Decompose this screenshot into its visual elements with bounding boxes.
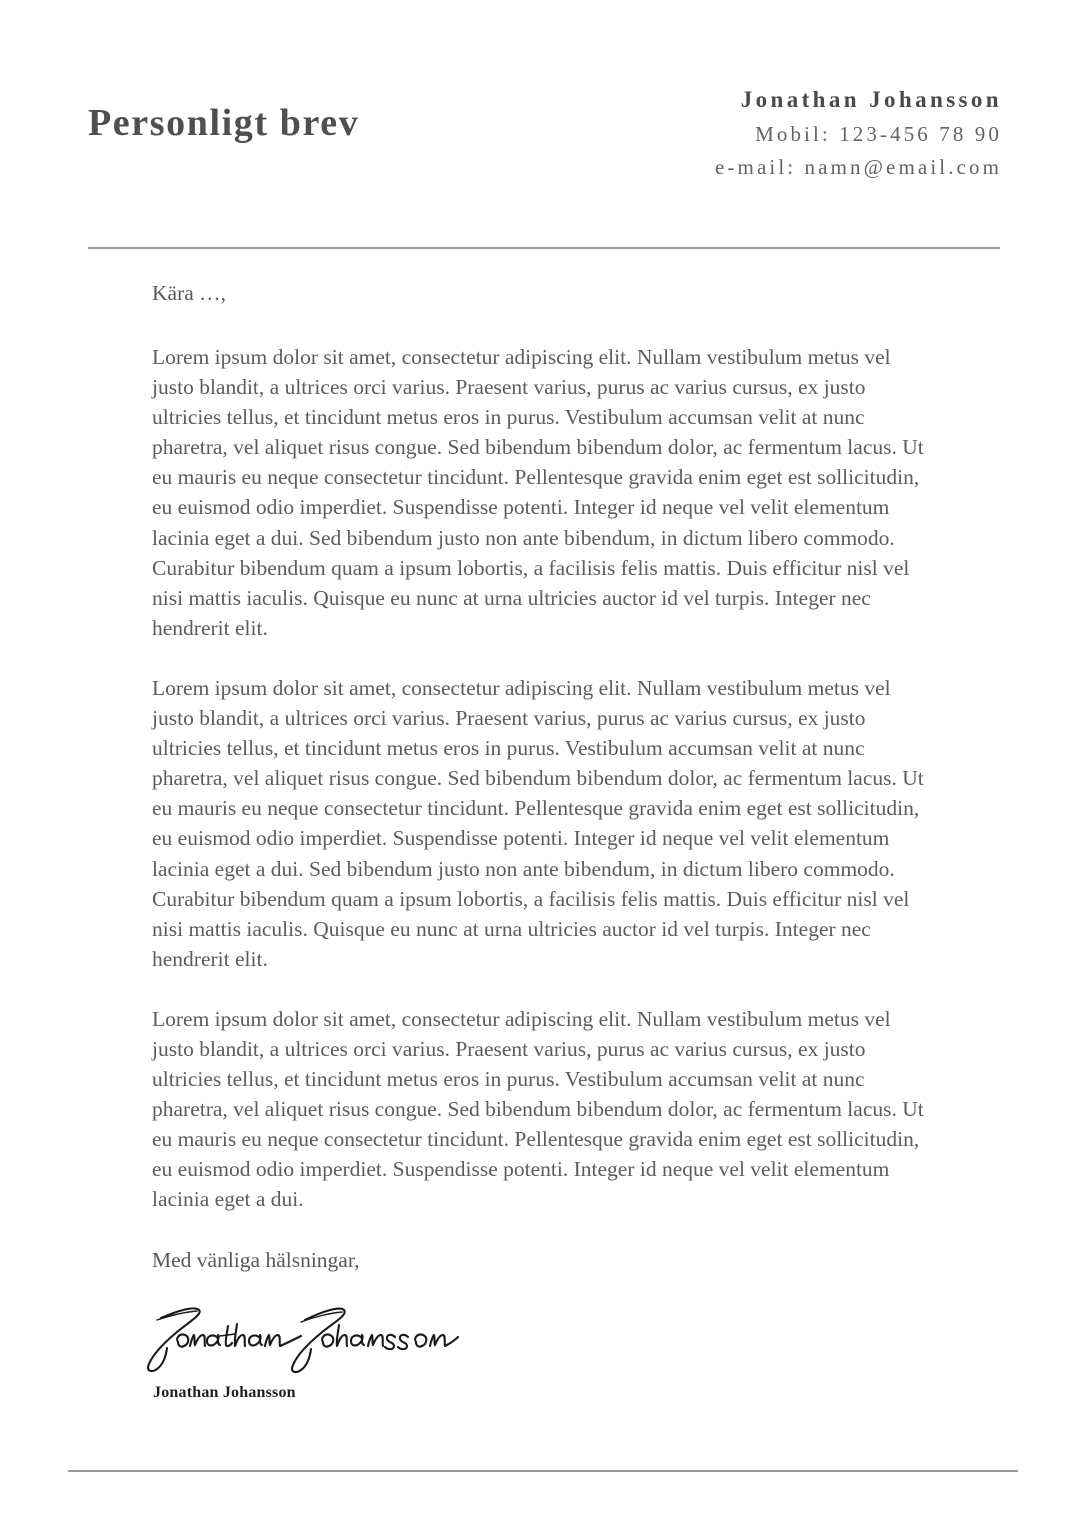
contact-block [715,88,1002,178]
header-divider [88,247,1000,249]
body-paragraph-2: Lorem ipsum dolor sit amet, consectetur adipiscing elit. Nullam vestibulum metus vel justo blandit, a ultrices orci varius. Praesent varius, purus ac varius cursus, ex justo ultricies tellus, et tincidunt metus eros in purus. Vestibulum accumsan velit at nunc pharetra, vel aliquet risus congue. Sed bibendum bibendum dolor, ac fermentum lacus. Ut eu mauris eu neque consectetur tincidunt. Pellentesque gravida enim eget est sollicitudin, eu euismod odio imperdiet. Suspendisse potenti. Integer id neque vel velit elementum lacinia eget a dui. Sed bibendum justo non ante bibendum, in dictum libero commodo. Curabitur bibendum quam a ipsum lobortis, a facilisis felis mattis. Duis efficitur nisl vel nisi mattis iaculis. Quisque eu nunc at urna ultricies auctor id vel turpis. Integer nec hendrerit elit. [152,675,924,971]
contact-name: Jonathan Johansson [740,87,1002,112]
closing-salutation: Med vänliga hälsningar, [152,1247,360,1272]
signature-printed-name: Jonathan Johansson [153,1384,296,1401]
page-title: Personligt brev [88,102,360,144]
handwritten-signature-icon [133,1298,463,1376]
contact-phone: Mobil: 123-456 78 90 [755,122,1002,146]
letter-header [0,0,1086,232]
letter-body [152,278,936,1275]
footer-divider [68,1470,1018,1472]
salutation: Kära …, [152,281,227,305]
contact-email: e-mail: namn@email.com [715,155,1002,179]
body-paragraph-3: Lorem ipsum dolor sit amet, consectetur adipiscing elit. Nullam vestibulum metus vel justo blandit, a ultrices orci varius. Praesent varius, purus ac varius cursus, ex justo ultricies tellus, et tincidunt metus eros in purus. Vestibulum accumsan velit at nunc pharetra, vel aliquet risus congue. Sed bibendum bibendum dolor, ac fermentum lacus. Ut eu mauris eu neque consectetur tincidunt. Pellentesque gravida enim eget est sollicitudin, eu euismod odio imperdiet. Suspendisse potenti. Integer id neque vel velit elementum lacinia eget a dui. [152,1006,924,1212]
signature-area [133,1298,553,1402]
body-paragraph-1: Lorem ipsum dolor sit amet, consectetur adipiscing elit. Nullam vestibulum metus vel justo blandit, a ultrices orci varius. Praesent varius, purus ac varius cursus, ex justo ultricies tellus, et tincidunt metus eros in purus. Vestibulum accumsan velit at nunc pharetra, vel aliquet risus congue. Sed bibendum bibendum dolor, ac fermentum lacus. Ut eu mauris eu neque consectetur tincidunt. Pellentesque gravida enim eget est sollicitudin, eu euismod odio imperdiet. Suspendisse potenti. Integer id neque vel velit elementum lacinia eget a dui. Sed bibendum justo non ante bibendum, in dictum libero commodo. Curabitur bibendum quam a ipsum lobortis, a facilisis felis mattis. Duis efficitur nisl vel nisi mattis iaculis. Quisque eu nunc at urna ultricies auctor id vel turpis. Integer nec hendrerit elit. [152,345,924,640]
